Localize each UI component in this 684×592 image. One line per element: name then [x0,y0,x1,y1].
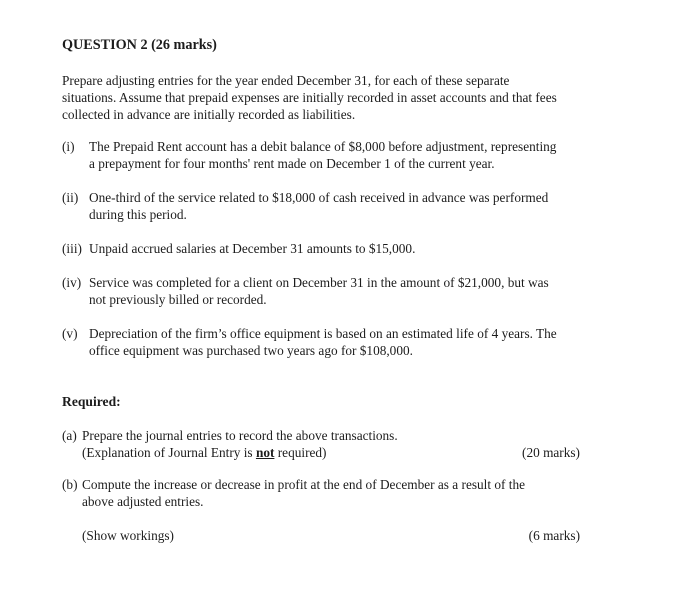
item-number: (iii) [62,241,82,256]
item-line: Service was completed for a client on December 31 in the amount of $21,000, but was [89,275,549,290]
note-text: required) [274,445,327,460]
question-title: QUESTION 2 (26 marks) [62,37,217,53]
part-number: (b) [62,477,78,492]
note-text: (Explanation of Journal Entry is [82,445,256,460]
part-a-marks: (20 marks) [522,445,580,460]
required-part-b [62,476,592,544]
item-number: (v) [62,326,78,341]
item-line: not previously billed or recorded. [89,292,267,307]
part-b-line: Compute the increase or decrease in profit at the end of December as a result of the [82,477,526,492]
required-title: Required: [62,394,121,409]
intro-line: Prepare adjusting entries for the year ended December 31, for each of these separate [62,73,510,88]
situation-item-iv [62,274,662,308]
item-line: Unpaid accrued salaries at December 31 amounts to $15,000. [89,241,416,256]
situation-item-iii [62,240,662,257]
item-number: (ii) [62,190,79,205]
item-line: office equipment was purchased two years ago for $108,000. [89,343,413,358]
situation-item-ii [62,189,662,223]
item-line: Depreciation of the firm’s office equipment is based on an estimated life of 4 years. The [89,326,557,341]
part-b-workings [82,527,592,544]
item-line: One-third of the service related to $18,000 of cash received in advance was performed [89,190,549,205]
situation-item-v [62,325,662,359]
situation-item-i [62,138,662,172]
item-number: (i) [62,139,75,154]
required-part-a [62,427,592,461]
part-b-marks: (6 marks) [528,528,580,543]
item-number: (iv) [62,275,82,290]
item-line: during this period. [89,207,187,222]
intro-line: situations. Assume that prepaid expenses are initially recorded in asset accounts and that fees [62,90,557,105]
part-a-note [82,444,592,461]
emphasis-not: not [255,445,275,460]
part-a-line: Prepare the journal entries to record the above transactions. [82,428,398,443]
item-line: The Prepaid Rent account has a debit balance of $8,000 before adjustment, representing [89,139,557,154]
workings-text: (Show workings) [82,528,174,543]
part-b-line: above adjusted entries. [82,494,204,509]
item-line: a prepayment for four months' rent made on December 1 of the current year. [89,156,495,171]
part-number: (a) [62,428,77,443]
question-intro [62,72,642,123]
intro-line: collected in advance are initially recorded as liabilities. [62,107,356,122]
